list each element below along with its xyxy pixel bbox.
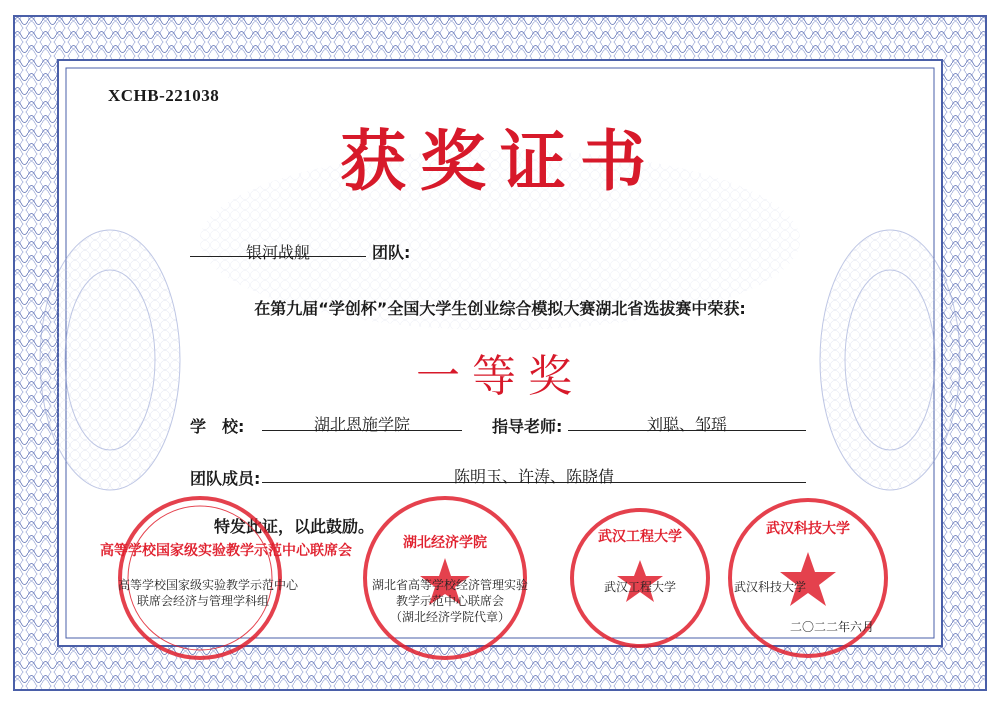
issuer-2-line-3: （湖北经济学院代章） xyxy=(389,610,510,624)
issue-date: 二〇二二年六月 xyxy=(790,620,875,634)
team-label: 团队: xyxy=(372,243,411,262)
award-level: 一等奖 xyxy=(416,351,584,402)
issuer-2-line-1: 湖北省高等学校经济管理实验 xyxy=(371,578,528,592)
issuer-2-line-2: 教学示范中心联席会 xyxy=(395,594,504,608)
serial-number: XCHB-221038 xyxy=(108,86,220,105)
award-statement: 在第九届“学创杯”全国大学生创业综合模拟大赛湖北省选拔赛中荣获: xyxy=(254,299,746,318)
school-label: 学 校: xyxy=(190,417,245,436)
advisor-value: 刘聪、邹瑶 xyxy=(646,415,727,434)
issuer-4-line-1: 武汉科技大学 xyxy=(733,580,806,594)
members-label: 团队成员: xyxy=(190,469,261,488)
seal-1-ring-text: 高等学校国家级实验教学示范中心联席会 xyxy=(100,543,352,559)
team-name: 银河战舰 xyxy=(245,243,310,262)
school-value: 湖北恩施学院 xyxy=(313,415,410,434)
seal-3-ring-text: 武汉工程大学 xyxy=(598,529,682,545)
advisor-label: 指导老师: xyxy=(492,417,563,436)
closing-text: 特发此证，以此鼓励。 xyxy=(214,517,375,536)
members-value: 陈明玉、许涛、陈晓倩 xyxy=(453,467,614,486)
issuer-3-line-1: 武汉工程大学 xyxy=(603,580,676,594)
issuer-1-line-2: 联席会经济与管理学科组 xyxy=(136,594,269,608)
seal-4-ring-text: 武汉科技大学 xyxy=(766,521,850,537)
issuer-1-line-1: 高等学校国家级实验教学示范中心 xyxy=(118,578,299,592)
seal-2-ring-text: 湖北经济学院 xyxy=(403,535,487,551)
certificate-title: 获奖证书 xyxy=(340,123,660,200)
